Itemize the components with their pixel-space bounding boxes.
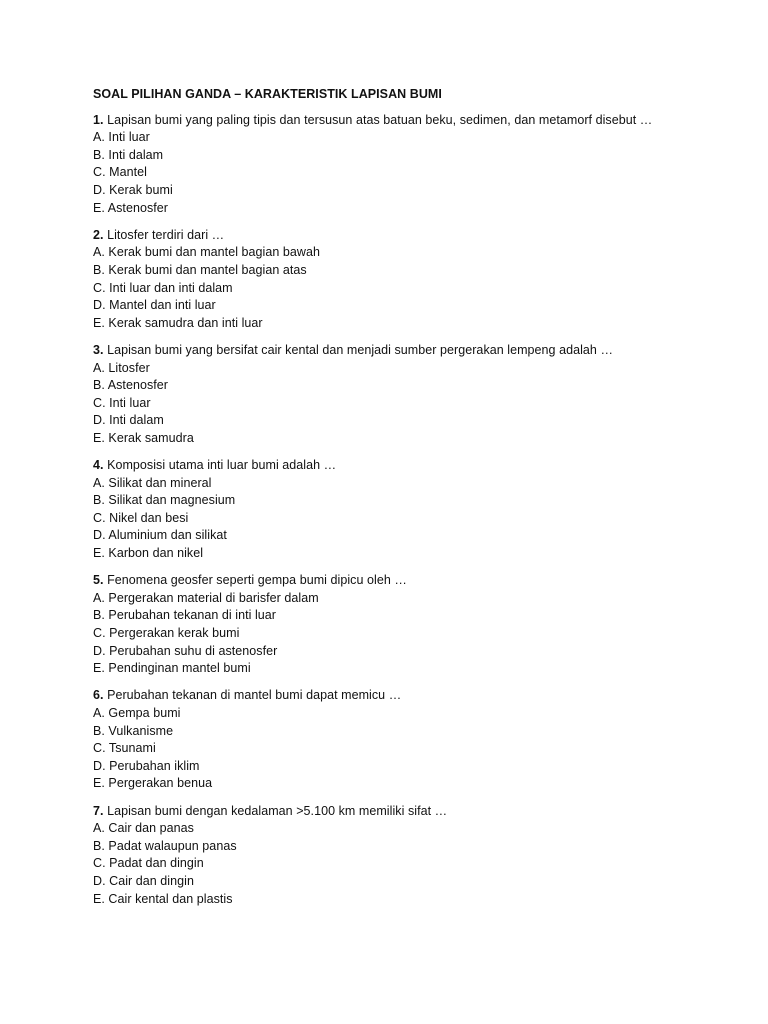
answer-option-e: E. Cair kental dan plastis: [93, 891, 233, 906]
answer-option-c: C. Inti luar: [93, 395, 151, 410]
answer-option-d: D. Perubahan iklim: [93, 758, 200, 773]
question-text: Perubahan tekanan di mantel bumi dapat memicu …: [107, 688, 402, 703]
question-number: 6.: [93, 688, 104, 703]
question-stem: [93, 112, 733, 130]
question-stem: [93, 803, 733, 821]
question-stem: [93, 342, 733, 360]
answer-option-a: A. Gempa bumi: [93, 705, 181, 720]
answer-option-b: B. Vulkanisme: [93, 723, 174, 738]
question-number: 2.: [93, 227, 104, 242]
question-stem: [93, 572, 733, 590]
answer-option-e: E. Pergerakan benua: [93, 776, 213, 791]
question-text: Komposisi utama inti luar bumi adalah …: [107, 458, 337, 473]
document-title: SOAL PILIHAN GANDA – KARAKTERISTIK LAPISAN BUMI: [93, 87, 442, 101]
answer-option-d: D. Inti dalam: [93, 413, 164, 428]
question-text: Fenomena geosfer seperti gempa bumi dipicu oleh …: [107, 573, 407, 588]
answer-option-c: C. Inti luar dan inti dalam: [93, 280, 233, 295]
answer-option-d: D. Cair dan dingin: [93, 873, 194, 888]
question-text: Lapisan bumi yang paling tipis dan tersusun atas batuan beku, sedimen, dan metamorf disebut …: [107, 112, 653, 127]
question-1: [93, 112, 733, 218]
answer-option-a: A. Cair dan panas: [93, 821, 194, 836]
question-6: [93, 687, 733, 793]
answer-option-b: B. Perubahan tekanan di inti luar: [93, 608, 277, 623]
question-number: 5.: [93, 573, 104, 588]
answer-option-b: B. Astenosfer: [93, 378, 168, 393]
answer-option-c: C. Pergerakan kerak bumi: [93, 626, 240, 640]
question-stem: [93, 457, 733, 475]
document-body: [93, 86, 733, 918]
answer-option-c: C. Mantel: [93, 165, 147, 180]
answer-option-b: B. Padat walaupun panas: [93, 838, 237, 853]
answer-option-e: E. Pendinginan mantel bumi: [93, 661, 251, 676]
answer-option-e: E. Karbon dan nikel: [93, 546, 204, 561]
question-4: [93, 457, 733, 563]
question-number: 3.: [93, 342, 104, 357]
question-stem: [93, 687, 733, 705]
answer-option-b: B. Inti dalam: [93, 147, 164, 162]
answer-option-a: A. Litosfer: [93, 360, 150, 375]
answer-option-d: D. Mantel dan inti luar: [93, 298, 216, 313]
answer-option-a: A. Kerak bumi dan mantel bagian bawah: [93, 245, 320, 260]
answer-option-d: D. Aluminium dan silikat: [93, 528, 227, 543]
answer-option-c: C. Nikel dan besi: [93, 510, 189, 525]
answer-option-e: E. Kerak samudra: [93, 430, 194, 445]
answer-option-c: C. Tsunami: [93, 741, 156, 756]
answer-option-e: E. Astenosfer: [93, 200, 168, 215]
question-text: Lapisan bumi dengan kedalaman >5.100 km memiliki sifat …: [107, 803, 448, 818]
question-number: 7.: [93, 803, 104, 818]
question-number: 4.: [93, 458, 104, 473]
answer-option-a: A. Silikat dan mineral: [93, 475, 212, 490]
question-3: [93, 342, 733, 448]
answer-option-d: D. Kerak bumi: [93, 182, 173, 197]
question-5: [93, 572, 733, 678]
answer-option-b: B. Kerak bumi dan mantel bagian atas: [93, 262, 307, 277]
question-7: [93, 803, 733, 909]
question-text: Lapisan bumi yang bersifat cair kental dan menjadi sumber pergerakan lempeng adalah …: [107, 342, 613, 357]
question-text: Litosfer terdiri dari …: [107, 227, 225, 242]
answer-option-d: D. Perubahan suhu di astenosfer: [93, 643, 278, 658]
question-stem: [93, 227, 733, 245]
answer-option-a: A. Inti luar: [93, 130, 150, 145]
answer-option-a: A. Pergerakan material di barisfer dalam: [93, 590, 319, 605]
answer-option-e: E. Kerak samudra dan inti luar: [93, 315, 263, 330]
answer-option-c: C. Padat dan dingin: [93, 856, 204, 871]
question-2: [93, 227, 733, 333]
answer-option-b: B. Silikat dan magnesium: [93, 493, 236, 508]
question-number: 1.: [93, 112, 104, 127]
